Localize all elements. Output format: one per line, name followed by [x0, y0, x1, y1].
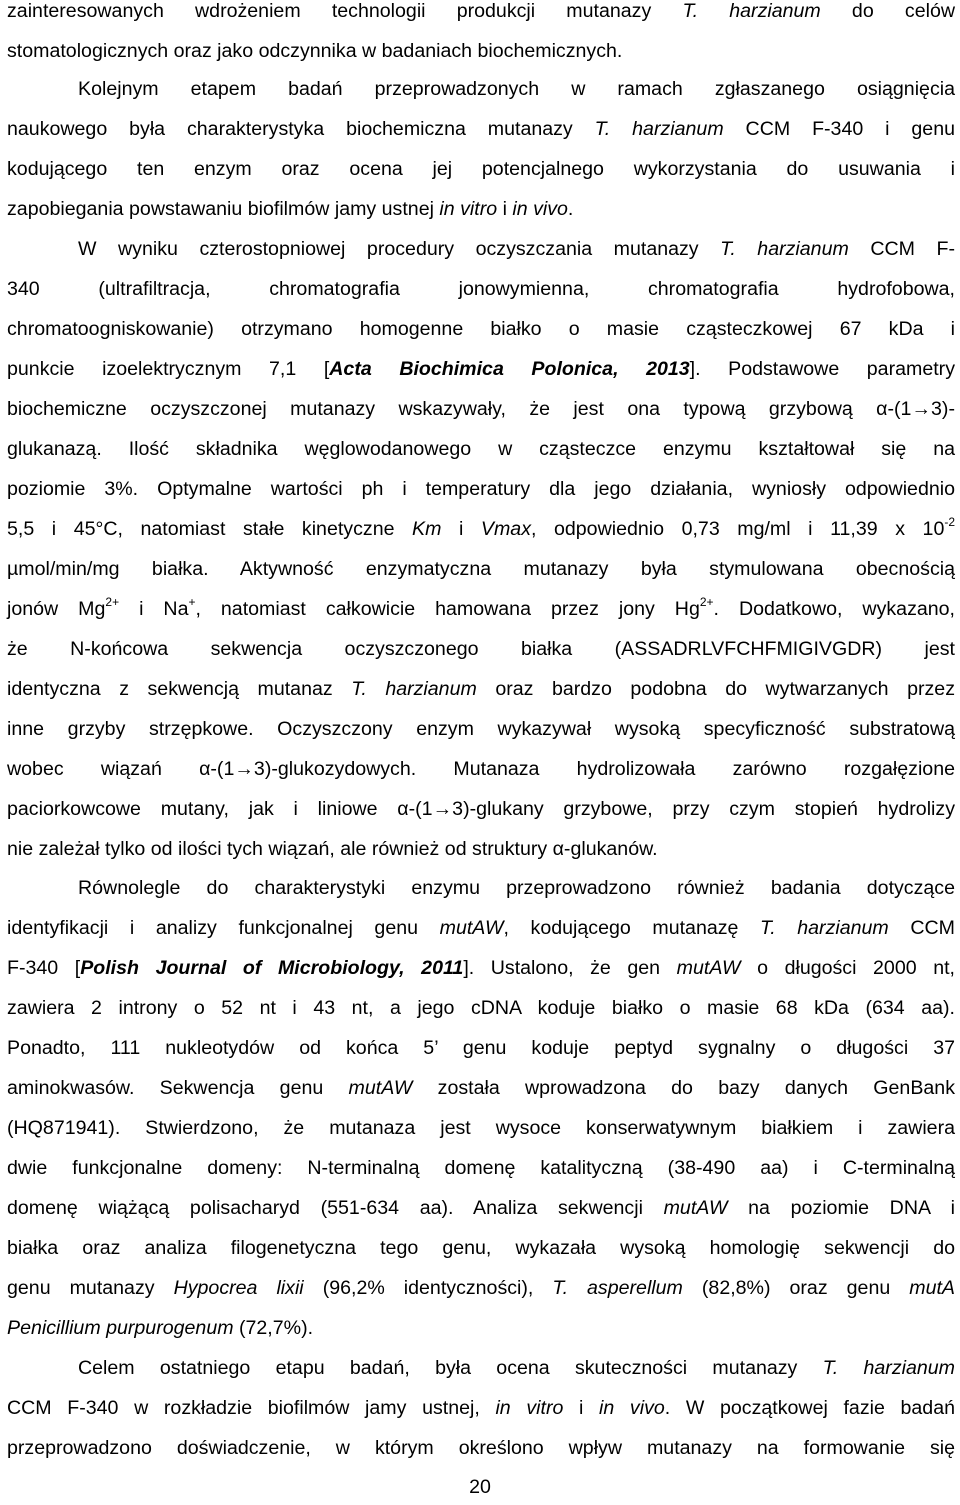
paragraph-purification — [7, 229, 955, 869]
text-line: przeprowadzono doświadczenie, w którym określono wpływ mutanazy na formowanie się — [7, 1437, 955, 1459]
text-line: że N-końcowa sekwencja oczyszczonego białka (ASSADRLVFCHFMIGIVGDR) jest — [7, 638, 955, 660]
text-line: identyczna z sekwencją mutanaz T. harzianum oraz bardzo podobna do wytwarzanych przez — [7, 678, 955, 700]
paragraph-final-stage — [7, 1348, 955, 1468]
text-line: F-340 [Polish Journal of Microbiology, 2011]. Ustalono, że gen mutAW o długości 2000 nt, — [7, 957, 955, 979]
text-line: zawiera 2 introny o 52 nt i 43 nt, a jego cDNA koduje białko o masie 68 kDa (634 aa). — [7, 997, 955, 1019]
text-line: µmol/min/mg białka. Aktywność enzymatyczna mutanazy była stymulowana obecnością — [7, 558, 955, 580]
text-line: stomatologicznych oraz jako odczynnika w badaniach biochemicznych. — [7, 40, 623, 62]
text-line: domenę wiążącą polisacharyd (551-634 aa). Analiza sekwencji mutAW na poziomie DNA i — [7, 1197, 955, 1219]
text-line: chromatoogniskowanie) otrzymano homogenne białko o masie cząsteczkowej 67 kDa i — [7, 318, 955, 340]
text-line: nie zależał tylko od ilości tych wiązań, ale również od struktury α-glukanów. — [7, 838, 658, 860]
text-line: inne grzyby strzępkowe. Oczyszczony enzym wykazywał wysoką specyficzność substratową — [7, 718, 955, 740]
text-line: 340 (ultrafiltracja, chromatografia jonowymienna, chromatografia hydrofobowa, — [7, 278, 955, 300]
text-line: Kolejnym etapem badań przeprowadzonych w ramach zgłaszanego osiągnięcia — [78, 78, 955, 100]
text-line: naukowego była charakterystyka biochemiczna mutanazy T. harzianum CCM F-340 i genu — [7, 118, 955, 140]
text-line: Celem ostatniego etapu badań, była ocena skuteczności mutanazy T. harzianum — [78, 1357, 955, 1379]
text-line: paciorkowcowe mutany, jak i liniowe α-(1→3)-glukany grzybowe, przy czym stopień hydrolizy — [7, 798, 955, 820]
paragraph-characterization — [7, 69, 955, 229]
text-line: (HQ871941). Stwierdzono, że mutanaza jest wysoce konserwatywnym białkiem i zawiera — [7, 1117, 955, 1139]
text-line: W wyniku czterostopniowej procedury oczyszczania mutanazy T. harzianum CCM F- — [78, 238, 955, 260]
text-line: punkcie izoelektrycznym 7,1 [Acta Biochimica Polonica, 2013]. Podstawowe parametry — [7, 358, 955, 380]
text-line: genu mutanazy Hypocrea lixii (96,2% identyczności), T. asperellum (82,8%) oraz genu mutA — [7, 1277, 955, 1299]
text-line: wobec wiązań α-(1→3)-glukozydowych. Mutanaza hydrolizowała zarówno rozgałęzione — [7, 758, 955, 780]
text-fragment: zainteresowanych wdrożeniem technologii produkcji mutanazy T. harzianum do celów — [7, 0, 956, 22]
text-line: zapobiegania powstawaniu biofilmów jamy ustnej in vitro i in vivo. — [7, 198, 574, 220]
text-line: Penicillium purpurogenum (72,7%). — [7, 1317, 314, 1339]
text-line: identyfikacji i analizy funkcjonalnej genu mutAW, kodującego mutanazę T. harzianum CCM — [7, 917, 955, 939]
page-number: 20 — [469, 1476, 491, 1498]
paragraph-gene-analysis — [7, 868, 955, 1348]
text-line: aminokwasów. Sekwencja genu mutAW została wprowadzona do bazy danych GenBank — [7, 1077, 955, 1099]
text-line: poziomie 3%. Optymalne wartości ph i temperatury dla jego działania, wyniosły odpowiednio — [7, 478, 955, 500]
text-line: kodującego ten enzym oraz ocena jej potencjalnego wykorzystania do usuwania i — [7, 158, 955, 180]
paragraph-continuation — [7, 0, 955, 71]
text-line: białka oraz analiza filogenetyczna tego genu, wykazała wysoką homologię sekwencji do — [7, 1237, 955, 1259]
text-line: 5,5 i 45°C, natomiast stałe kinetyczne Km i Vmax, odpowiednio 0,73 mg/ml i 11,39 x $10^{-2}$ — [7, 515, 956, 540]
text-line: glukanazą. Ilość składnika węglowodanowego w cząsteczce enzymu kształtował się na — [7, 438, 955, 460]
text-line: jonów $Mg^{2+}$ i Na+, natomiast całkowicie hamowana przez jony $Hg^{2+}$. Dodatkowo, wykazano, — [7, 595, 956, 620]
text-line: Równolegle do charakterystyki enzymu przeprowadzono również badania dotyczące — [78, 877, 955, 899]
text-line: Ponadto, 111 nukleotydów od końca 5’ genu koduje peptyd sygnalny o długości 37 — [7, 1037, 955, 1059]
text-line: dwie funkcjonalne domeny: N-terminalną domenę katalityczną (38-490 aa) i C-terminalną — [7, 1157, 955, 1179]
text-line: CCM F-340 w rozkładzie biofilmów jamy ustnej, in vitro i in vivo. W początkowej fazie badań — [7, 1397, 955, 1419]
text-line: biochemiczne oczyszczonej mutanazy wskazywały, że jest ona typową grzybową α-(1→3)- — [7, 398, 955, 420]
text-line — [7, 0, 955, 31]
